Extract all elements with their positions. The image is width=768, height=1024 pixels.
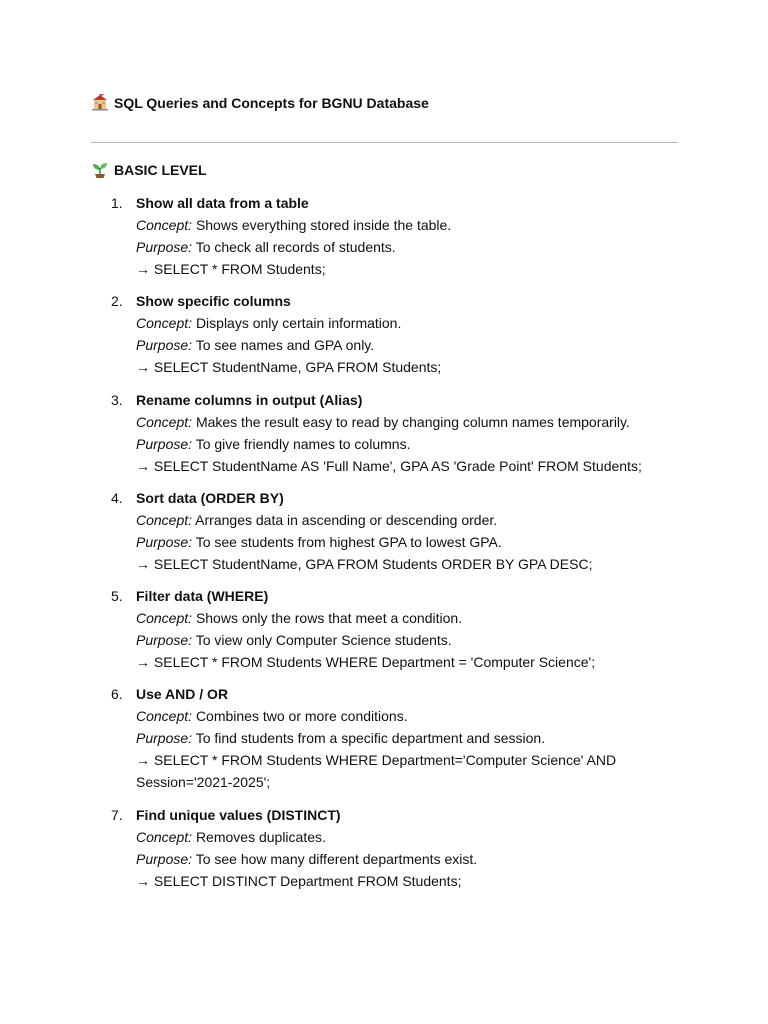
item-number: 3. [111,391,123,408]
concept-label: Concept: [136,708,193,725]
item-title: Find unique values (DISTINCT) [136,806,341,823]
concept-text: Makes the result easy to read by changing column names temporarily. [195,413,630,430]
section-heading-text: BASIC LEVEL [114,162,207,178]
sql-query: → SELECT StudentName, GPA FROM Students; [136,359,442,376]
purpose-label: Purpose: [136,632,193,649]
item-number: 4. [111,489,123,506]
item-title: Show specific columns [136,293,291,310]
document-title-text: SQL Queries and Concepts for BGNU Database [114,94,429,111]
item-title: Show all data from a table [136,195,309,211]
concept-text: Combines two or more conditions. [195,708,408,725]
concept-label: Concept: [136,413,193,430]
item-title: Filter data (WHERE) [136,588,269,605]
purpose-label: Purpose: [136,533,193,550]
item-title: Sort data (ORDER BY) [136,489,284,506]
section-heading [91,161,207,179]
purpose-text: To check all records of students. [195,239,396,255]
item-title: Use AND / OR [136,686,229,703]
concept-line [136,312,681,334]
query-list [111,192,681,902]
list-item [111,290,681,378]
sql-query: → SELECT StudentName AS 'Full Name', GPA AS 'Grade Point' FROM Students; [136,457,642,474]
item-number: 7. [111,806,123,823]
horizontal-divider [91,142,678,143]
purpose-line [136,848,681,870]
list-item [111,804,681,892]
concept-label: Concept: [136,315,193,332]
item-number: 1. [111,195,123,211]
purpose-text: To find students from a specific department and session. [195,730,546,747]
concept-label: Concept: [136,610,193,627]
concept-text: Removes duplicates. [195,828,326,845]
purpose-text: To give friendly names to columns. [195,435,411,452]
item-number: 6. [111,686,123,703]
sql-query: → SELECT * FROM Students; [136,261,326,277]
purpose-label: Purpose: [136,730,193,747]
purpose-text: To see how many different departments exist. [195,850,478,867]
sql-query: → SELECT * FROM Students WHERE Department = 'Computer Science'; [136,654,596,671]
concept-text: Shows only the rows that meet a condition. [195,610,463,627]
sql-query: → SELECT StudentName, GPA FROM Students ORDER BY GPA DESC; [136,555,593,572]
school-icon [91,94,109,111]
purpose-label: Purpose: [136,435,193,452]
purpose-text: To see names and GPA only. [195,337,375,354]
concept-label: Concept: [136,828,193,845]
seedling-icon [91,161,109,179]
sql-query: → SELECT DISTINCT Department FROM Students; [136,872,462,889]
concept-line [136,705,681,727]
purpose-label: Purpose: [136,239,193,255]
purpose-line [136,531,681,553]
concept-label: Concept: [136,511,193,528]
document-title [91,94,429,111]
list-item [111,683,681,793]
item-title: Rename columns in output (Alias) [136,391,363,408]
purpose-label: Purpose: [136,850,193,867]
list-item [111,487,681,575]
purpose-line [136,629,681,651]
concept-line [136,214,681,236]
concept-line [136,411,681,433]
purpose-line [136,334,681,356]
list-item [111,389,681,477]
concept-line [136,826,681,848]
purpose-text: To see students from highest GPA to lowest GPA. [195,533,502,550]
concept-line [136,607,681,629]
concept-text: Arranges data in ascending or descending order. [195,511,498,528]
concept-line [136,509,681,531]
item-number: 2. [111,293,123,310]
list-item [111,585,681,673]
concept-label: Concept: [136,217,193,233]
item-number: 5. [111,588,123,605]
purpose-text: To view only Computer Science students. [195,632,452,649]
purpose-line [136,236,681,258]
sql-query: → SELECT * FROM Students WHERE Department='Computer Science' AND Session='2021-2025'; [136,752,617,791]
list-item [111,192,681,280]
concept-text: Shows everything stored inside the table. [195,217,452,233]
purpose-label: Purpose: [136,337,193,354]
concept-text: Displays only certain information. [195,315,402,332]
purpose-line [136,433,681,455]
purpose-line [136,727,681,749]
